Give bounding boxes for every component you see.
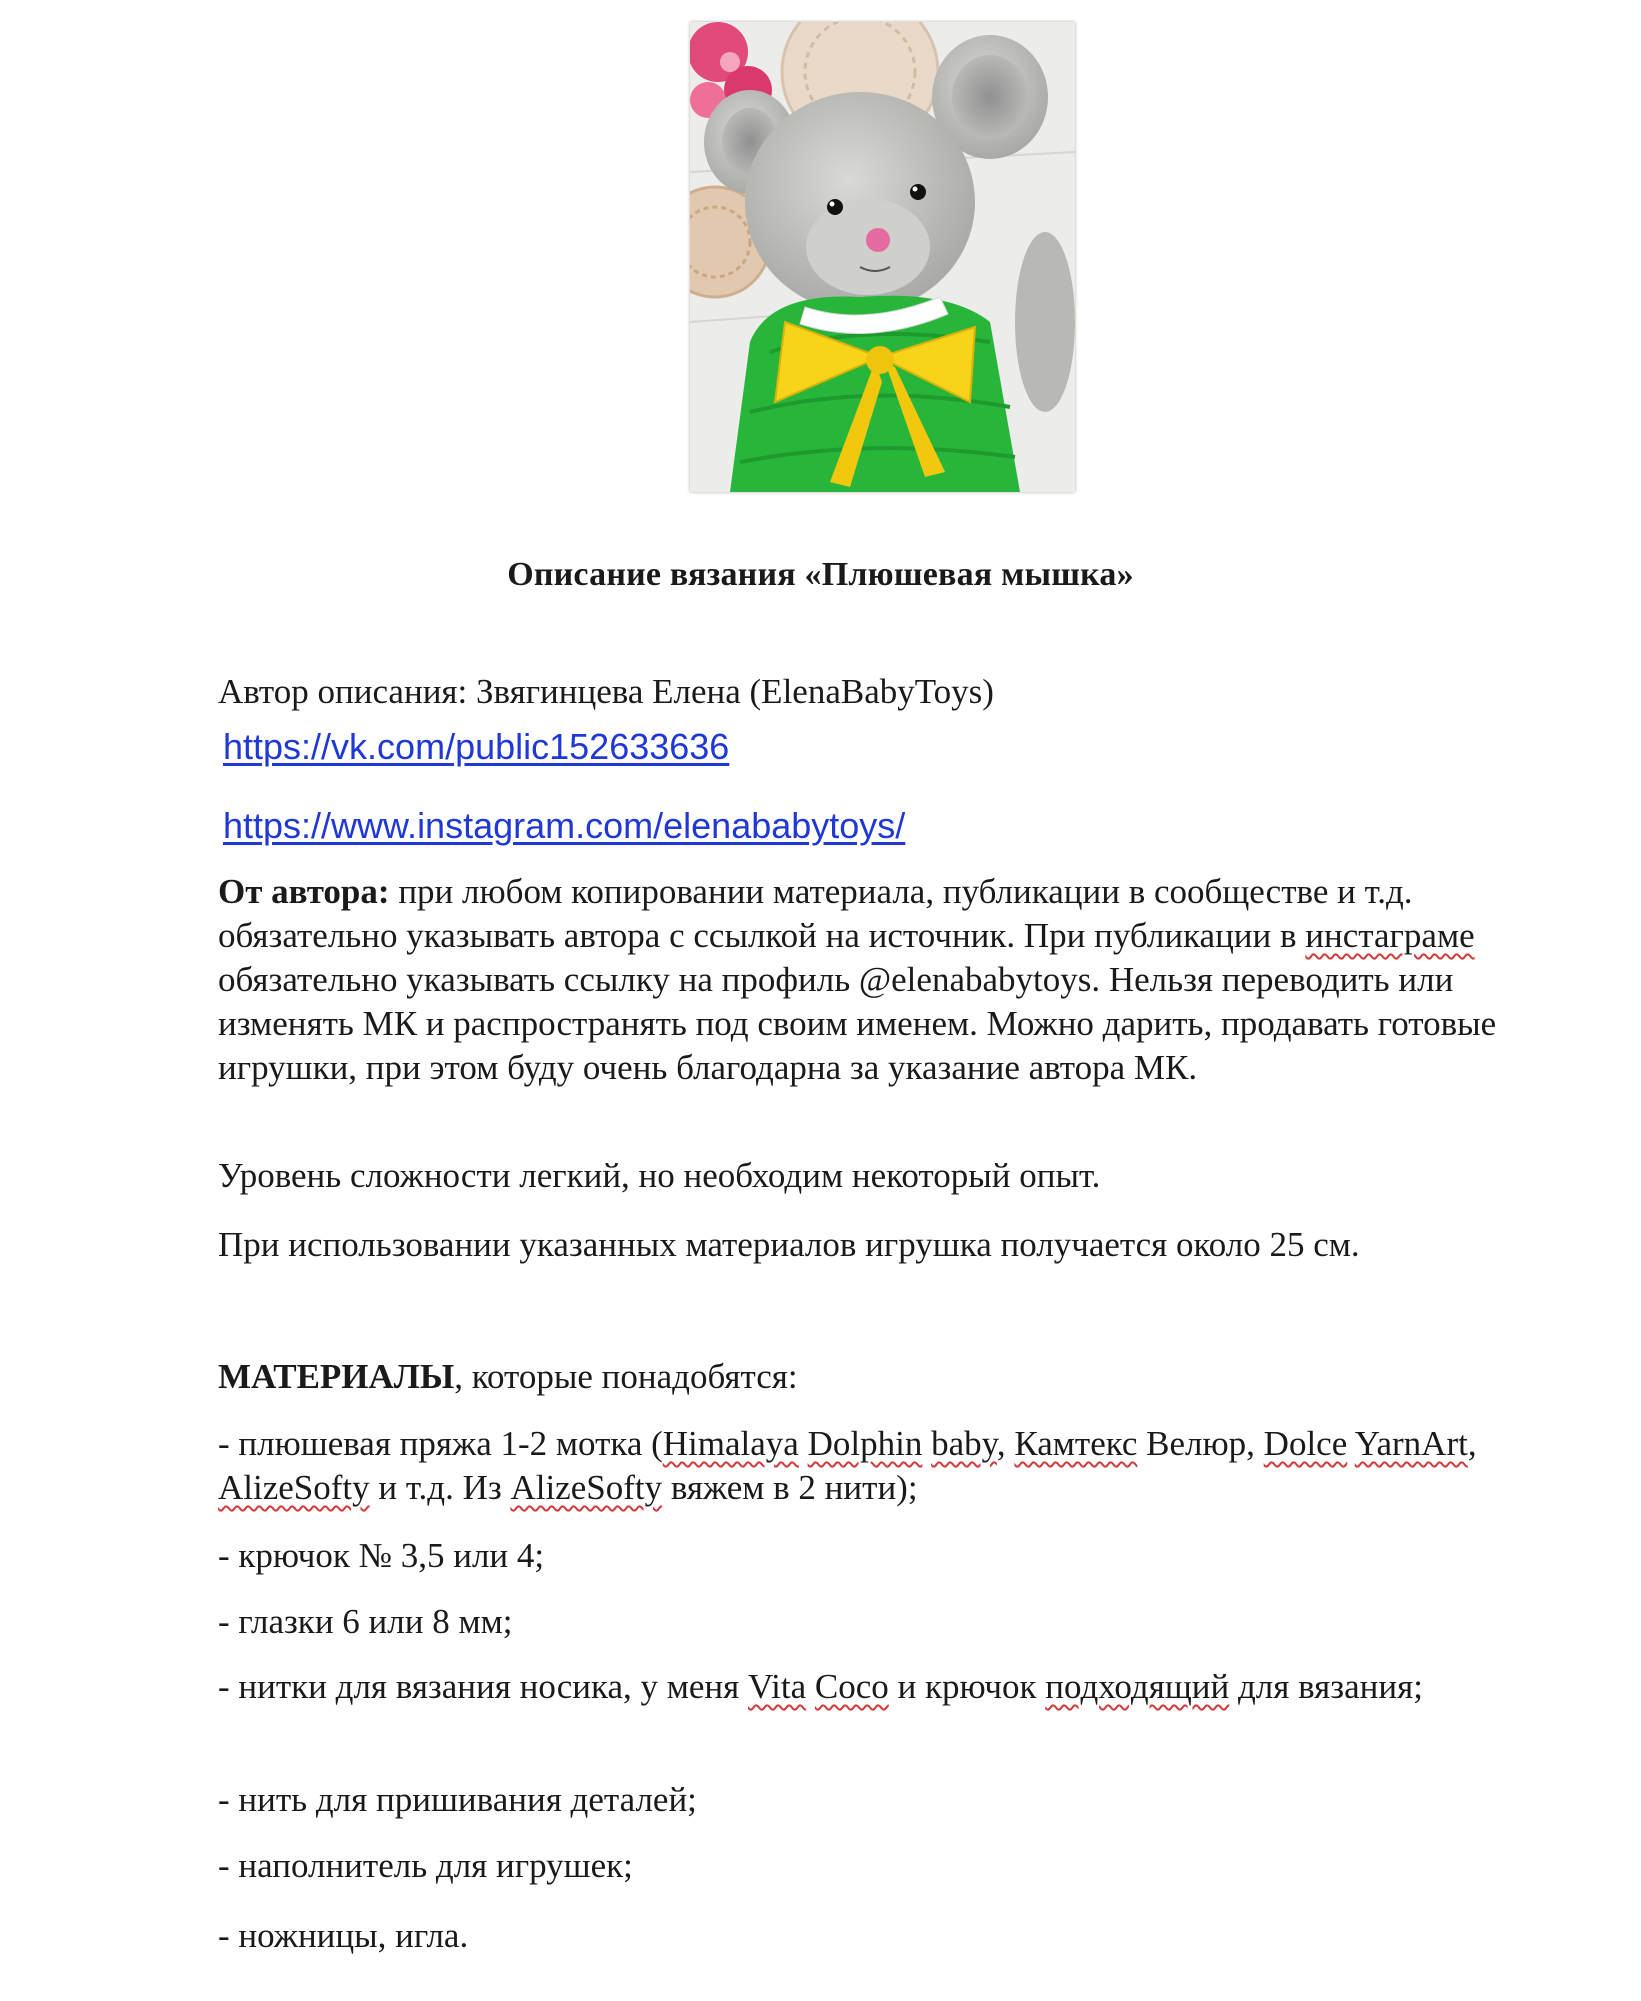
materials-heading-rest: , которые понадобятся:	[454, 1357, 798, 1396]
notice-text-1: при любом копировании материала, публикации в сообществе и т.д. обязательно указывать автора с ссылкой на источник. При публикации в	[218, 872, 1413, 955]
spellcheck-word: Coco	[814, 1667, 889, 1706]
yarn-text: Велюр,	[1137, 1424, 1264, 1463]
vk-link[interactable]: https://vk.com/public152633636	[223, 726, 730, 767]
materials-item-yarn	[218, 1422, 1548, 1510]
yarn-text: - плюшевая пряжа 1-2 мотка (	[218, 1424, 663, 1463]
nose-space	[806, 1667, 815, 1706]
page-title: Описание вязания «Плюшевая мышка»	[507, 556, 1134, 593]
nose-text: и крючок	[888, 1667, 1046, 1706]
spellcheck-word: Dolce	[1263, 1424, 1348, 1463]
mouse-photo	[690, 22, 1075, 492]
spellcheck-word: инстаграме	[1305, 916, 1475, 955]
instagram-link[interactable]: https://www.instagram.com/elenababytoys/	[223, 805, 906, 846]
materials-item-eyes: - глазки 6 или 8 мм;	[218, 1602, 513, 1641]
spellcheck-word: Dolphin	[807, 1424, 923, 1463]
nose-text: - нитки для вязания носика, у меня	[218, 1667, 748, 1706]
yarn-text: и т.д. Из	[369, 1468, 511, 1507]
author-line: Автор описания: Звягинцева Елена (ElenaBabyToys)	[218, 672, 994, 711]
yarn-text: ,	[1467, 1424, 1477, 1463]
crochet-mouse-photo-icon	[690, 22, 1075, 492]
materials-item-filler: - наполнитель для игрушек;	[218, 1846, 633, 1885]
yarn-text: вяжем в 2 нити);	[662, 1468, 918, 1507]
yarn-space	[922, 1424, 931, 1463]
materials-item-tools: - ножницы, игла.	[218, 1916, 469, 1955]
materials-item-hook: - крючок № 3,5 или 4;	[218, 1536, 545, 1575]
spellcheck-word: YarnArt	[1354, 1424, 1468, 1463]
yarn-space	[799, 1424, 808, 1463]
spellcheck-word: AlizeSofty	[510, 1468, 663, 1507]
author-notice	[218, 870, 1548, 1090]
spellcheck-word: Камтекс	[1014, 1424, 1138, 1463]
materials-item-thread: - нить для пришивания деталей;	[218, 1780, 697, 1819]
spellcheck-word: Himalaya	[662, 1424, 799, 1463]
spellcheck-word: baby	[931, 1424, 997, 1463]
materials-heading	[218, 1355, 1548, 1399]
spellcheck-word: Vita	[748, 1667, 807, 1706]
notice-label: От автора:	[218, 872, 390, 911]
nose-text: для вязания;	[1229, 1667, 1423, 1706]
spellcheck-word: подходящий	[1045, 1667, 1230, 1706]
yarn-text: ,	[996, 1424, 1015, 1463]
materials-item-nose	[218, 1665, 1548, 1709]
spellcheck-word: AlizeSofty	[218, 1468, 370, 1507]
materials-heading-bold: МАТЕРИАЛЫ	[218, 1357, 455, 1396]
yarn-space	[1347, 1424, 1354, 1463]
notice-text-2: обязательно указывать ссылку на профиль @elenababytoys. Нельзя переводить или изменять МК и распространять под своим именем. Можно дарить, продавать готовые игрушки, при этом буду очень благодарна за указание автора МК.	[218, 960, 1497, 1087]
difficulty-text: Уровень сложности легкий, но необходим некоторый опыт.	[218, 1156, 1101, 1195]
size-note: При использовании указанных материалов игрушка получается около 25 см.	[218, 1225, 1360, 1264]
